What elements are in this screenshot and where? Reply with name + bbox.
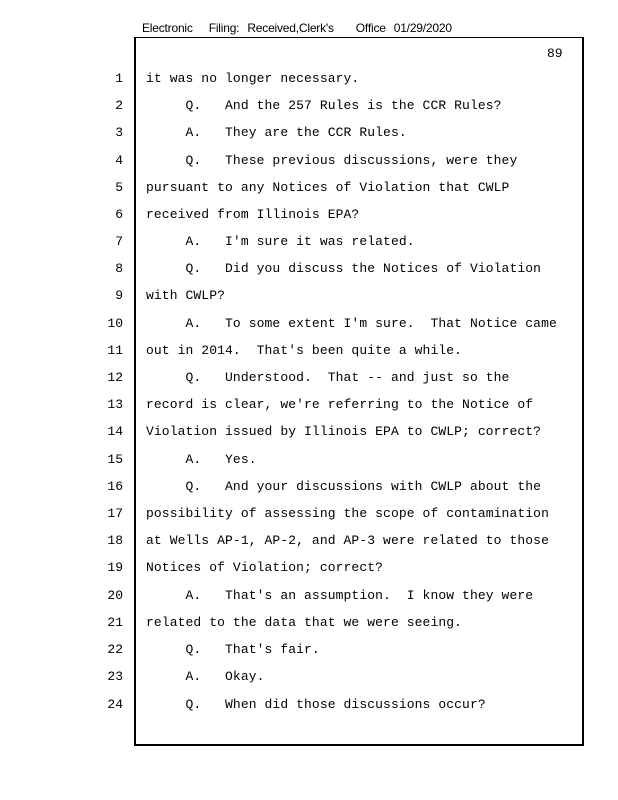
transcript-line: Violation issued by Illinois EPA to CWLP; correct?: [146, 424, 542, 439]
line-number: 22: [107, 642, 123, 657]
line-number: 12: [107, 370, 123, 385]
transcript-line: A. I'm sure it was related.: [146, 234, 415, 249]
stamp-filing: Filing:: [208, 21, 240, 35]
stamp-received-clerks: Received,Clerk's: [247, 21, 334, 35]
transcript-line: pursuant to any Notices of Violation that CWLP: [146, 180, 510, 195]
line-number: 19: [107, 560, 123, 575]
transcript-line: it was no longer necessary.: [146, 71, 360, 86]
transcript-line: A. That's an assumption. I know they were: [146, 588, 534, 603]
line-number: 11: [107, 343, 123, 358]
transcript-line: Q. Did you discuss the Notices of Violation: [146, 261, 542, 276]
line-number: 14: [107, 424, 123, 439]
stamp-office: Office: [355, 21, 386, 35]
line-number: 5: [115, 180, 123, 195]
line-number: 20: [107, 588, 123, 603]
transcript-line: Q. These previous discussions, were they: [146, 153, 518, 168]
line-number: 18: [107, 533, 123, 548]
line-number: 9: [115, 288, 123, 303]
line-number: 6: [115, 207, 123, 222]
stamp-electronic: Electronic: [142, 21, 193, 35]
line-number: 15: [107, 452, 123, 467]
line-number: 7: [115, 234, 123, 249]
line-number: 24: [107, 697, 123, 712]
transcript-line: with CWLP?: [146, 288, 226, 303]
transcript-line: at Wells AP-1, AP-2, and AP-3 were related to those: [146, 533, 549, 548]
line-number: 8: [115, 261, 123, 276]
line-number: 21: [107, 615, 123, 630]
line-number: 2: [115, 98, 123, 113]
transcript-line: Notices of Violation; correct?: [146, 560, 384, 575]
transcript-line: Q. And the 257 Rules is the CCR Rules?: [146, 98, 502, 113]
transcript-page-frame: [134, 37, 584, 746]
line-number: 16: [107, 479, 123, 494]
transcript-line: A. They are the CCR Rules.: [146, 125, 407, 140]
transcript-line: Q. Understood. That -- and just so the: [146, 370, 510, 385]
transcript-line: Q. And your discussions with CWLP about the: [146, 479, 542, 494]
transcript-line: out in 2014. That's been quite a while.: [146, 343, 463, 358]
transcript-line: received from Illinois EPA?: [146, 207, 360, 222]
line-number: 4: [115, 153, 123, 168]
transcript-line: A. To some extent I'm sure. That Notice came: [146, 316, 557, 331]
line-number: 23: [107, 669, 123, 684]
line-number: 13: [107, 397, 123, 412]
transcript-line: possibility of assessing the scope of contamination: [146, 506, 549, 521]
line-number: 17: [107, 506, 123, 521]
page-number: 89: [547, 46, 563, 61]
transcript-line: Q. When did those discussions occur?: [146, 697, 486, 712]
line-number: 1: [115, 71, 123, 86]
transcript-line: Q. That's fair.: [146, 642, 320, 657]
transcript-line: A. Okay.: [146, 669, 265, 684]
stamp-date: 01/29/2020: [393, 21, 452, 35]
line-number: 3: [115, 125, 123, 140]
line-number: 10: [107, 316, 123, 331]
transcript-line: related to the data that we were seeing.: [146, 615, 463, 630]
filing-stamp: [142, 21, 452, 35]
transcript-line: A. Yes.: [146, 452, 257, 467]
transcript-line: record is clear, we're referring to the Notice of: [146, 397, 534, 412]
